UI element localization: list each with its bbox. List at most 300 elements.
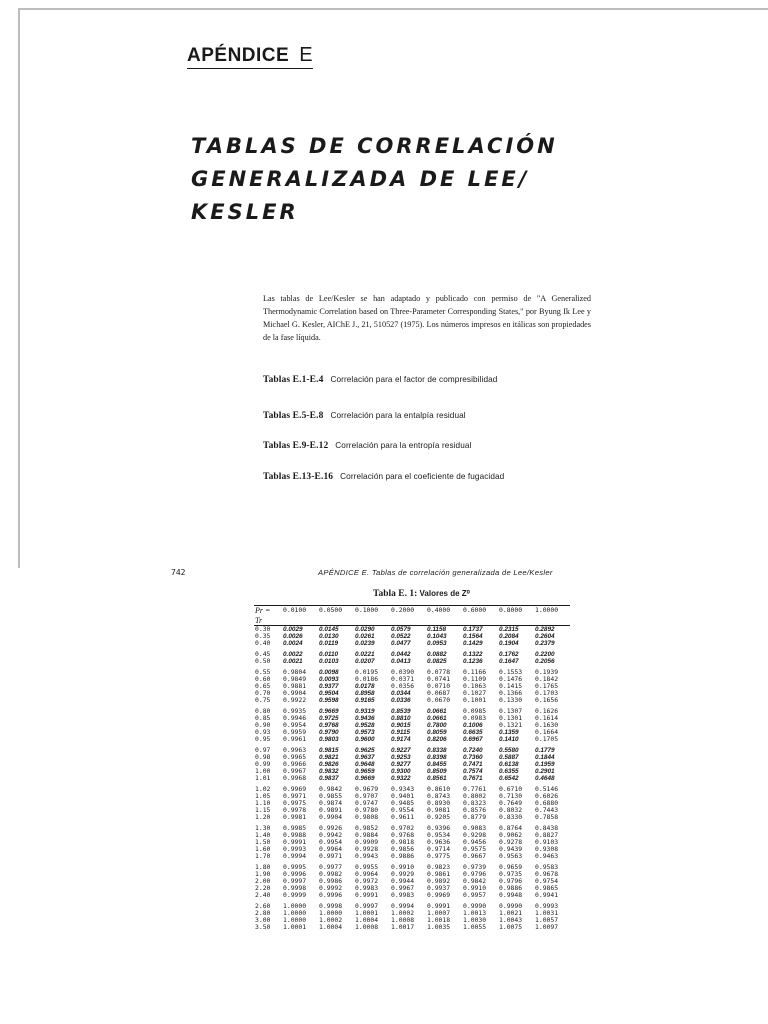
z0-value: 0.0710	[427, 682, 451, 690]
z0-value: 0.9954	[319, 838, 343, 846]
pr-column-header: 0.0500	[318, 606, 354, 618]
tr-value: 2.40	[255, 891, 271, 899]
z0-value: 0.9861	[427, 870, 451, 878]
table-description: Correlación para la entalpía residual	[330, 411, 466, 420]
z0-value: 1.0001	[355, 909, 379, 917]
z0-value: 0.1307	[499, 707, 523, 715]
z0-value: 0.9964	[355, 870, 379, 878]
z0-value: 0.9926	[319, 824, 343, 832]
z0-value: 0.1359	[499, 729, 519, 736]
tr-value: 1.00	[255, 767, 271, 775]
tr-value: 0.98	[255, 753, 271, 761]
z0-value: 0.0687	[427, 689, 451, 697]
z0-value: 1.0017	[391, 923, 415, 931]
z0-value: 0.9842	[319, 785, 343, 793]
z0-value: 0.8330	[499, 813, 523, 821]
z0-value: 0.9804	[283, 668, 307, 676]
z0-value: 0.9937	[427, 884, 451, 892]
z0-value: 0.1158	[427, 626, 447, 633]
z0-value: 0.1553	[499, 668, 523, 676]
z0-value: 1.0001	[283, 923, 307, 931]
z0-value: 0.1703	[535, 689, 559, 697]
z0-value: 0.7649	[499, 799, 523, 807]
z0-value: 0.0261	[355, 633, 375, 640]
tr-value: 1.10	[255, 799, 271, 807]
z0-value: 0.0825	[427, 658, 447, 665]
z0-value: 1.0043	[499, 916, 523, 924]
z0-value: 0.9904	[319, 813, 343, 821]
running-header: APÉNDICE E. Tablas de correlación generalizada de Lee/Kesler	[318, 568, 553, 577]
z0-value: 0.9637	[355, 754, 375, 761]
z0-value: 0.7858	[535, 813, 559, 821]
z0-value: 0.9963	[283, 746, 307, 754]
z0-value: 1.0097	[535, 923, 559, 931]
z0-value: 0.8206	[427, 736, 447, 743]
z0-value: 0.9832	[319, 768, 339, 775]
z0-value: 0.9823	[427, 863, 451, 871]
z0-value: 0.8539	[391, 708, 411, 715]
table-index-item	[263, 411, 466, 421]
table-row	[254, 626, 570, 634]
z0-value: 0.9967	[283, 767, 307, 775]
table-row	[254, 853, 570, 860]
z0-value: 0.0207	[355, 658, 375, 665]
z0-value: 0.9990	[499, 902, 523, 910]
z0-value: 0.0661	[427, 708, 447, 715]
z0-value: 0.9554	[391, 806, 415, 814]
z0-value: 0.0103	[319, 658, 339, 665]
z0-value: 0.9985	[283, 824, 307, 832]
table-row	[254, 775, 570, 782]
table-range: Tablas E.9-E.12	[263, 441, 329, 451]
z0-value: 0.7761	[463, 785, 487, 793]
z0-value: 0.9600	[355, 736, 375, 743]
z0-value: 0.2379	[535, 640, 555, 647]
z0-value: 0.8323	[463, 799, 487, 807]
z0-value: 0.8743	[427, 792, 451, 800]
z0-value: 0.9598	[319, 697, 339, 704]
z0-value: 0.5887	[499, 754, 519, 761]
z0-value: 0.9714	[427, 845, 451, 853]
z0-value: 0.0178	[355, 683, 375, 690]
tr-value: 2.80	[255, 909, 271, 917]
z0-value: 0.9436	[355, 715, 375, 722]
z0-value: 0.9997	[283, 877, 307, 885]
appendix-heading	[187, 44, 313, 69]
z0-value: 0.9977	[319, 863, 343, 871]
z0-value: 0.8438	[535, 824, 559, 832]
z0-value: 0.9910	[463, 884, 487, 892]
z0-value: 0.9818	[391, 838, 415, 846]
z0-value: 0.8455	[427, 761, 447, 768]
z0-value: 0.1006	[463, 722, 483, 729]
z0-value: 0.6138	[499, 761, 519, 768]
tr-value: 2.20	[255, 884, 271, 892]
tr-value: 0.35	[255, 632, 271, 640]
z0-value: 0.9990	[463, 902, 487, 910]
z0-value: 0.9993	[283, 845, 307, 853]
z0-value: 0.0186	[355, 675, 379, 683]
z0-value: 0.9969	[427, 891, 451, 899]
tr-value: 2.60	[255, 902, 271, 910]
z0-value: 0.7443	[535, 806, 559, 814]
chapter-title-line: GENERALIZADA DE LEE/	[191, 167, 530, 191]
z0-value: 0.0022	[283, 651, 303, 658]
table-row	[254, 647, 570, 658]
z0-value: 0.6542	[499, 775, 519, 782]
table-range: Tablas E.1-E.4	[263, 375, 324, 385]
z0-value: 0.1366	[499, 689, 523, 697]
z0-table	[254, 605, 570, 931]
z0-value: 0.9944	[391, 877, 415, 885]
chapter-title	[191, 130, 611, 229]
z0-value: 0.0661	[427, 715, 447, 722]
z0-value: 1.0013	[463, 909, 487, 917]
z0-value: 0.0371	[391, 675, 415, 683]
z0-value: 0.9972	[355, 877, 379, 885]
z0-value: 0.6635	[463, 729, 483, 736]
z0-value: 0.9573	[355, 729, 375, 736]
z0-value: 0.0477	[391, 640, 411, 647]
pr-column-header: 0.4000	[426, 606, 462, 618]
z0-value: 0.9946	[283, 714, 307, 722]
z0-value: 0.9892	[427, 877, 451, 885]
z0-value: 1.0000	[319, 909, 343, 917]
tr-value: 1.30	[255, 824, 271, 832]
tr-value: 0.45	[255, 650, 271, 658]
z0-value: 0.9922	[283, 696, 307, 704]
z0-value: 0.1410	[499, 736, 519, 743]
z0-value: 0.0093	[319, 676, 339, 683]
z0-value: 0.9957	[463, 891, 487, 899]
z0-value: 1.0002	[319, 916, 343, 924]
z0-value: 0.9991	[283, 838, 307, 846]
z0-value: 0.2604	[535, 633, 555, 640]
z0-value: 0.7360	[463, 754, 483, 761]
z0-value: 0.1656	[535, 696, 559, 704]
pr-column-header: 0.6000	[462, 606, 498, 618]
z0-value: 1.0075	[499, 923, 523, 931]
z0-value: 0.9739	[463, 863, 487, 871]
z0-value: 0.8561	[427, 775, 447, 782]
z0-value: 0.9821	[319, 754, 339, 761]
z0-value: 0.1236	[463, 658, 483, 665]
z0-value: 0.8032	[499, 806, 523, 814]
z0-value: 0.0290	[355, 626, 375, 633]
z0-value: 0.8810	[391, 715, 411, 722]
page-number: 742	[171, 568, 186, 577]
z0-value: 0.9396	[427, 824, 451, 832]
z0-value: 0.1321	[499, 721, 523, 729]
tr-value: 0.95	[255, 735, 271, 743]
z0-value: 0.9636	[427, 838, 451, 846]
z0-value: 0.0579	[391, 626, 411, 633]
z0-value: 0.1109	[463, 675, 487, 683]
tr-value: 1.70	[255, 852, 271, 860]
z0-value: 0.8779	[463, 813, 487, 821]
z0-value: 0.9780	[355, 806, 379, 814]
table-row	[254, 924, 570, 931]
z0-value: 0.5580	[499, 747, 519, 754]
z0-value: 0.7671	[463, 775, 483, 782]
z0-value: 0.9904	[283, 689, 307, 697]
appendix-word: APÉNDICE	[187, 45, 290, 66]
pr-column-header: 1.0000	[534, 606, 570, 618]
z0-value: 0.9986	[319, 877, 343, 885]
z0-value: 0.9999	[283, 891, 307, 899]
z0-value: 0.0983	[463, 714, 487, 722]
z0-value: 0.9735	[499, 870, 523, 878]
z0-value: 0.0029	[283, 626, 303, 633]
z0-value: 1.0007	[427, 909, 451, 917]
z0-value: 0.9401	[391, 792, 415, 800]
z0-value: 0.0390	[391, 668, 415, 676]
tr-value: 0.80	[255, 707, 271, 715]
z0-value: 0.9842	[463, 877, 487, 885]
z0-value: 0.0778	[427, 668, 451, 676]
z0-value: 0.7800	[427, 722, 447, 729]
z0-value: 0.7240	[463, 747, 483, 754]
z0-value: 0.1959	[535, 761, 555, 768]
table-row	[254, 658, 570, 665]
z0-value: 0.1647	[499, 658, 519, 665]
z0-value: 0.9768	[391, 831, 415, 839]
tr-value: 0.90	[255, 721, 271, 729]
tr-value: 0.50	[255, 657, 271, 665]
tr-value: 2.00	[255, 877, 271, 885]
tr-value: 1.90	[255, 870, 271, 878]
z0-value: 0.0145	[319, 626, 339, 633]
z0-value: 0.9796	[463, 870, 487, 878]
table-range: Tablas E.13-E.16	[263, 472, 334, 482]
tr-value: 0.99	[255, 760, 271, 768]
z0-value: 0.0953	[427, 640, 447, 647]
z0-value: 0.9998	[319, 902, 343, 910]
z0-value: 0.9881	[283, 682, 307, 690]
table-range: Tablas E.5-E.8	[263, 411, 324, 421]
z0-value: 0.9575	[463, 845, 487, 853]
table-row	[254, 814, 570, 821]
z0-value: 0.1301	[499, 714, 523, 722]
pr-label: Pr =	[254, 606, 282, 618]
z0-value: 0.1762	[499, 651, 519, 658]
z0-value: 0.9298	[463, 831, 487, 839]
z0-value: 0.1564	[463, 633, 483, 640]
z0-value: 0.9278	[499, 838, 523, 846]
z0-value: 1.0031	[535, 909, 559, 917]
table-description: Correlación para el coeficiente de fugacidad	[340, 472, 505, 481]
z0-value: 0.0110	[319, 651, 339, 658]
z0-value: 0.8610	[427, 785, 451, 793]
z0-value: 0.1429	[463, 640, 483, 647]
z0-value: 0.4648	[535, 775, 555, 782]
z0-value: 0.9081	[427, 806, 451, 814]
z0-value: 0.0021	[283, 658, 303, 665]
z0-value: 0.1043	[427, 633, 447, 640]
chapter-title-line: TABLAS DE CORRELACIÓN	[191, 134, 558, 158]
z0-value: 0.0024	[283, 640, 303, 647]
z0-value: 0.9648	[355, 761, 375, 768]
z0-value: 0.0130	[319, 633, 339, 640]
z0-value: 0.9103	[535, 838, 559, 846]
z0-value: 0.8576	[463, 806, 487, 814]
z0-value: 0.1166	[463, 668, 487, 676]
z0-value: 0.9971	[319, 852, 343, 860]
z0-value: 0.9852	[355, 824, 379, 832]
z0-value: 0.0098	[319, 669, 339, 676]
z0-value: 1.0002	[391, 909, 415, 917]
z0-value: 0.9856	[391, 845, 415, 853]
tr-value: 3.00	[255, 916, 271, 924]
z0-value: 0.9991	[427, 902, 451, 910]
z0-value: 0.9083	[463, 824, 487, 832]
pressure-header-row	[254, 606, 570, 618]
z0-value: 0.9754	[535, 877, 559, 885]
z0-value: 0.9115	[391, 729, 411, 736]
z0-value: 0.1330	[499, 696, 523, 704]
tr-value: 0.97	[255, 746, 271, 754]
z0-value: 0.9886	[391, 852, 415, 860]
z0-value: 0.0442	[391, 651, 411, 658]
z0-value: 0.9322	[391, 775, 411, 782]
z0-value: 0.9961	[283, 735, 307, 743]
z0-value: 0.6026	[535, 792, 559, 800]
z0-value: 0.0119	[319, 640, 339, 647]
z0-value: 0.9227	[391, 747, 411, 754]
table-row	[254, 640, 570, 647]
tr-value: 3.50	[255, 923, 271, 931]
z0-value: 0.9874	[319, 799, 343, 807]
z0-value: 0.9993	[535, 902, 559, 910]
z0-value: 0.7574	[463, 768, 483, 775]
z0-value: 0.0522	[391, 633, 411, 640]
table-description: Correlación para el factor de compresibilidad	[330, 375, 498, 384]
z0-value: 0.9669	[355, 775, 375, 782]
z0-value: 0.9886	[499, 884, 523, 892]
z0-value: 0.9790	[319, 729, 339, 736]
pr-column-header: 0.2000	[390, 606, 426, 618]
z0-value: 0.0413	[391, 658, 411, 665]
z0-value: 1.0004	[355, 916, 379, 924]
table-title: Valores de Z⁰	[419, 589, 470, 598]
z0-value: 0.2892	[535, 626, 555, 633]
z0-value: 0.9768	[319, 722, 339, 729]
tr-value: 0.60	[255, 675, 271, 683]
z0-value: 0.9943	[355, 852, 379, 860]
z0-value: 0.9954	[283, 721, 307, 729]
z0-value: 0.9174	[391, 736, 411, 743]
z0-value: 0.8827	[535, 831, 559, 839]
z0-value: 0.9995	[283, 863, 307, 871]
z0-value: 0.9775	[427, 852, 451, 860]
z0-value: 0.9837	[319, 775, 339, 782]
tr-label: Tr	[254, 617, 282, 626]
z0-value: 0.9300	[391, 768, 411, 775]
z0-value: 0.9941	[535, 891, 559, 899]
z0-value: 0.9826	[319, 761, 339, 768]
z0-value: 0.1705	[535, 735, 559, 743]
tr-value: 1.05	[255, 792, 271, 800]
chapter-title-line: KESLER	[191, 200, 299, 224]
z0-value: 1.0055	[463, 923, 487, 931]
z0-value: 0.9463	[535, 852, 559, 860]
table-description: Correlación para la entropía residual	[335, 441, 472, 450]
z0-value: 0.9702	[391, 824, 415, 832]
z0-value: 0.7130	[499, 792, 523, 800]
z0-value: 0.8338	[427, 747, 447, 754]
z0-value: 0.9319	[355, 708, 375, 715]
z0-value: 1.0000	[283, 916, 307, 924]
z0-value: 0.9910	[391, 863, 415, 871]
z0-value: 0.9849	[283, 675, 307, 683]
z0-value: 1.0008	[355, 923, 379, 931]
z0-value: 0.9928	[355, 845, 379, 853]
z0-value: 0.1476	[499, 675, 523, 683]
tr-value: 1.80	[255, 863, 271, 871]
tr-value: 1.01	[255, 774, 271, 782]
z0-value: 0.9015	[391, 722, 411, 729]
z0-value: 1.0057	[535, 916, 559, 924]
pr-column-header: 0.1000	[354, 606, 390, 618]
z0-value: 0.9707	[355, 792, 379, 800]
z0-value: 0.2056	[535, 658, 555, 665]
tr-value: 1.15	[255, 806, 271, 814]
tr-value: 1.02	[255, 785, 271, 793]
z0-value: 0.8764	[499, 824, 523, 832]
table-body	[254, 626, 570, 932]
z0-value: 0.7471	[463, 761, 483, 768]
z0-value: 0.9998	[283, 884, 307, 892]
z0-value: 1.0004	[319, 923, 343, 931]
z0-value: 0.9808	[355, 813, 379, 821]
z0-value: 0.1322	[463, 651, 483, 658]
z0-value: 0.9994	[391, 902, 415, 910]
z0-value: 0.9935	[283, 707, 307, 715]
z0-value: 0.0985	[463, 707, 487, 715]
z0-value: 0.0239	[355, 640, 375, 647]
z0-value: 0.1737	[463, 626, 483, 633]
tr-value: 0.70	[255, 689, 271, 697]
table-row	[254, 633, 570, 640]
z0-value: 0.9929	[391, 870, 415, 878]
z0-value: 0.9253	[391, 754, 411, 761]
z0-value: 0.1939	[535, 668, 559, 676]
z0-value: 0.0195	[355, 668, 379, 676]
z0-value: 1.0008	[391, 916, 415, 924]
table-index-item	[263, 375, 497, 385]
page-top-border	[18, 8, 768, 10]
z0-value: 0.6710	[499, 785, 523, 793]
z0-value: 0.9165	[355, 697, 375, 704]
z0-value: 0.9308	[535, 845, 559, 853]
z0-value: 0.9996	[283, 870, 307, 878]
z0-value: 0.9975	[283, 799, 307, 807]
z0-value: 0.9456	[463, 838, 487, 846]
z0-value: 0.1415	[499, 682, 523, 690]
tr-value: 1.20	[255, 813, 271, 821]
z0-value: 0.9611	[391, 813, 415, 821]
z0-value: 0.9667	[463, 852, 487, 860]
z0-value: 0.9563	[499, 852, 523, 860]
tr-value: 0.93	[255, 728, 271, 736]
z0-value: 0.2901	[535, 768, 555, 775]
z0-value: 0.9855	[319, 792, 343, 800]
z0-value: 0.9277	[391, 761, 411, 768]
tr-value: 1.60	[255, 845, 271, 853]
z0-value: 0.1765	[535, 682, 559, 690]
z0-value: 0.0356	[391, 682, 415, 690]
z0-value: 0.0344	[391, 690, 411, 697]
